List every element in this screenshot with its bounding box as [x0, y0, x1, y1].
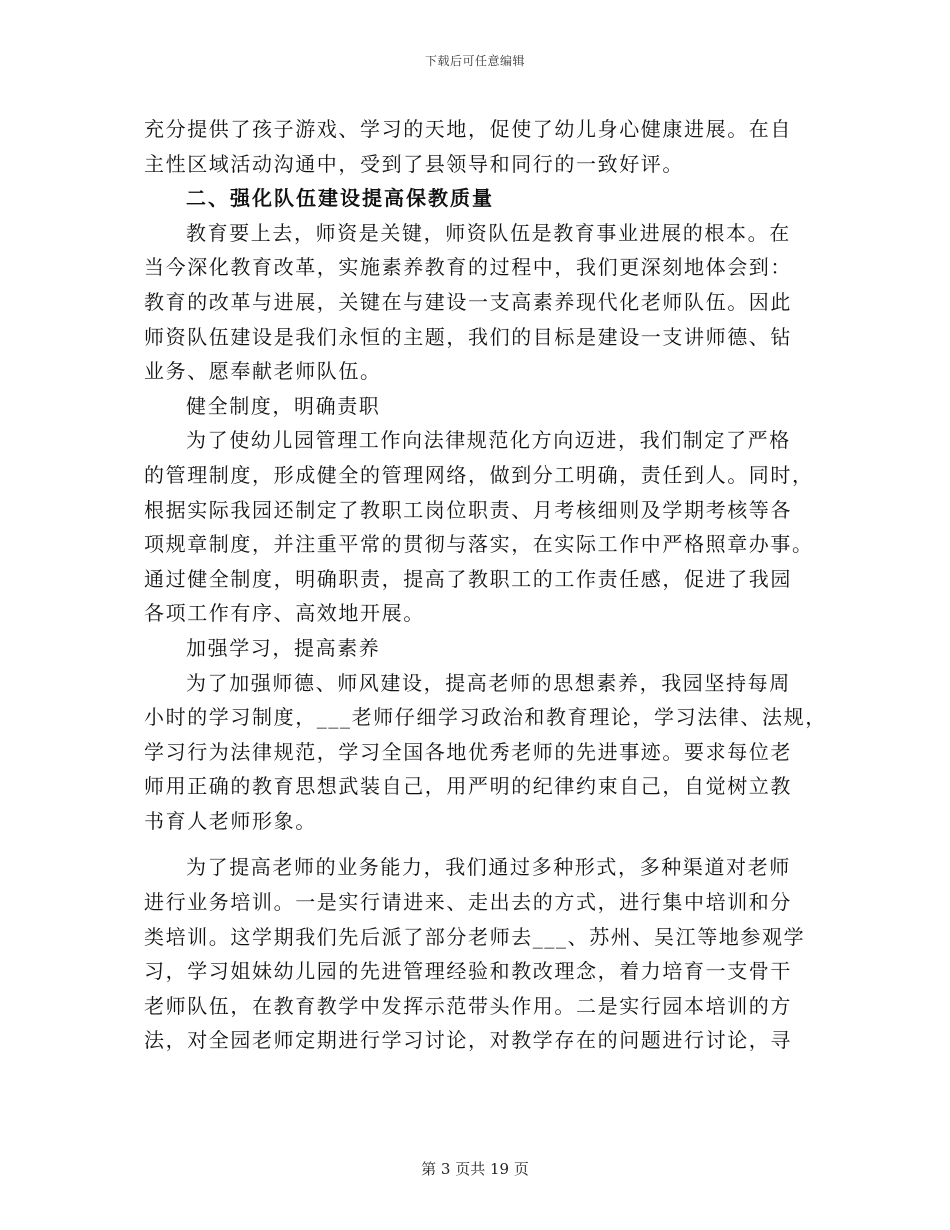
text-line: 书育人老师形象。: [144, 808, 317, 833]
text-line: 充分提供了孩子游戏、学习的天地，促使了幼儿身心健康进展。在自: [144, 117, 792, 141]
text-line: 各项工作有序、高效地开展。: [144, 601, 425, 626]
text-line: 学习行为法律规范，学习全国各地优秀老师的先进事迹。要求每位老: [144, 739, 792, 764]
text-line: 当今深化教育改革，实施素养教育的过程中，我们更深刻地体会到：: [144, 255, 792, 280]
text-line: 通过健全制度，明确职责，提高了教职工的工作责任感，促进了我园: [144, 566, 792, 591]
text-line: 师用正确的教育思想武装自己，用严明的纪律约束自己，自觉树立教: [144, 774, 792, 799]
text-line: 业务、愿奉献老师队伍。: [144, 359, 382, 384]
text-line: 主性区域活动沟通中，受到了县领导和同行的一致好评。: [144, 151, 684, 176]
text-line: 师资队伍建设是我们永恒的主题，我们的目标是建设一支讲师德、钻: [144, 324, 792, 349]
text-line: 根据实际我园还制定了教职工岗位职责、月考核细则及学期考核等各: [144, 497, 792, 522]
text-line: 小时的学习制度，___老师仔细学习政治和教育理论，学习法律、法规，: [144, 705, 827, 730]
text-line: 法，对全园老师定期进行学习讨论，对教学存在的问题进行讨论，寻: [144, 1028, 792, 1053]
page-header: 下载后可任意编辑: [424, 54, 525, 68]
text-line: 习，学习姐妹幼儿园的先进管理经验和教改理念，着力培育一支骨干: [144, 959, 792, 984]
subheading: 健全制度，明确责职: [186, 393, 381, 418]
section-heading: 二、强化队伍建设提高保教质量: [186, 186, 494, 211]
text-line: 为了使幼儿园管理工作向法律规范化方向迈进，我们制定了严格: [186, 428, 791, 453]
text-line: 教育要上去，师资是关键，师资队伍是教育事业进展的根本。在: [186, 220, 791, 245]
text-line: 进行业务培训。一是实行请进来、走出去的方式，进行集中培训和分: [144, 890, 792, 915]
text-line: 老师队伍，在教育教学中发挥示范带头作用。二是实行园本培训的方: [144, 993, 792, 1018]
text-line: 类培训。这学期我们先后派了部分老师去___、苏州、吴江等地参观学: [144, 924, 806, 949]
text-line: 项规章制度，并注重平常的贯彻与落实，在实际工作中严格照章办事。: [144, 532, 814, 557]
document-body: [144, 112, 827, 1058]
text-line: 教育的改革与进展，关键在与建设一支高素养现代化老师队伍。因此: [144, 289, 792, 314]
page-number: 第 3 页共 19 页: [421, 1160, 529, 1178]
text-line: 的管理制度，形成健全的管理网络，做到分工明确，责任到人。同时，: [144, 462, 814, 487]
text-line: 为了加强师德、师风建设，提高老师的思想素养，我园坚持每周: [186, 670, 791, 695]
text-line: 为了提高老师的业务能力，我们通过多种形式，多种渠道对老师: [186, 855, 791, 880]
paragraph-gap: [144, 838, 824, 850]
subheading: 加强学习，提高素养: [186, 635, 381, 660]
